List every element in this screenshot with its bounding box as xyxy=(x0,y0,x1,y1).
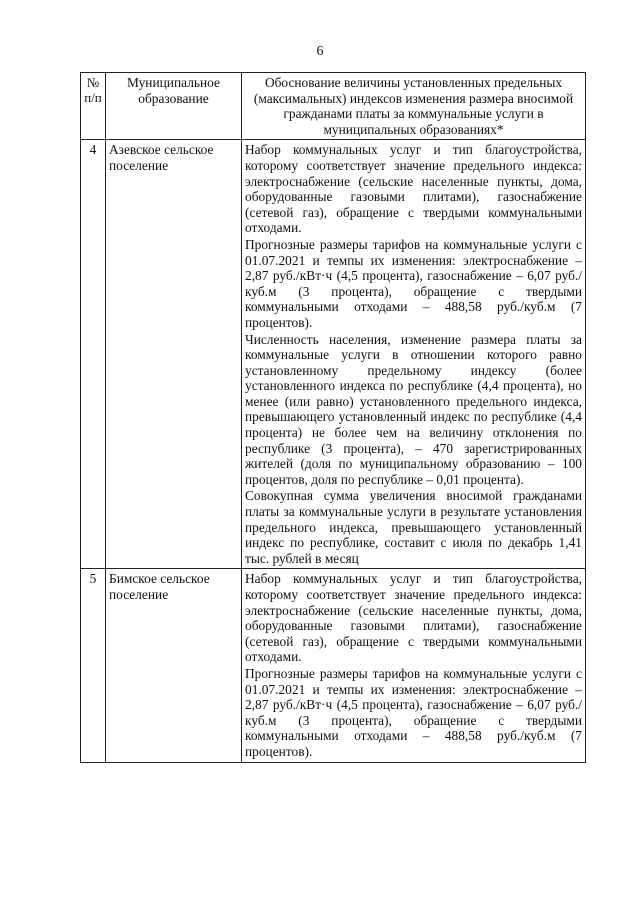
header-municipality: Муниципальное образование xyxy=(106,73,242,140)
row-number: 4 xyxy=(81,140,106,569)
paragraph-tariffs: Прогнозные размеры тарифов на коммунальные услуги с 01.07.2021 и темпы их изменения: электроснабжение – 2,87 руб./кВт·ч (4,5 процента), газоснабжение – 6,07 руб./куб.м (3 процента), обращение с твердыми коммунальными отходами – 488,58 руб./куб.м (7 процентов). xyxy=(245,665,582,759)
header-row xyxy=(81,73,586,140)
paragraph-total-increase: Совокупная сумма увеличения вносимой гражданами платы за коммунальные услуги в результате установления предельного индекса, превышающего установленный индекс по республике, составит с июля по декабрь 1,41 тыс. рублей в месяц xyxy=(245,488,582,566)
justification-table xyxy=(80,72,586,763)
page-number: 6 xyxy=(316,44,324,59)
justification-cell xyxy=(242,569,586,762)
header-justification: Обоснование величины установленных предельных (максимальных) индексов изменения размера вносимой гражданами платы за коммунальные услуги в муниципальных образованиях* xyxy=(242,73,586,140)
justification-cell xyxy=(242,140,586,569)
header-number: № п/п xyxy=(81,73,106,140)
municipality-name: Азевское сельское поселение xyxy=(106,140,242,569)
paragraph-tariffs: Прогнозные размеры тарифов на коммунальные услуги с 01.07.2021 и темпы их изменения: электроснабжение – 2,87 руб./кВт·ч (4,5 процента), газоснабжение – 6,07 руб./куб.м (3 процента), обращение с твердыми коммунальными отходами – 488,58 руб./куб.м (7 процентов). xyxy=(245,236,582,330)
row-number: 5 xyxy=(81,569,106,762)
table-header xyxy=(81,73,586,140)
paragraph-population: Численность населения, изменение размера платы за коммунальные услуги в отношении которого равно установленному предельному индексу (более установленного индекса по республике (4,4 процента), но менее (или равно) установленного предельного индекса, превышающего установленный индекс по республике (4,4 процента) не более чем на величину отклонения по республике (3 процента), – 470 зарегистрированных жителей (доля по муниципальному образованию – 100 процентов, доля по республике – 0,01 процента). xyxy=(245,331,582,487)
paragraph-services: Набор коммунальных услуг и тип благоустройства, которому соответствует значение предельного индекса: электроснабжение (сельские населенные пункты, дома, оборудованные газовыми плитами), газоснабжение (сетевой газ), обращение с твердыми коммунальными отходами. xyxy=(245,142,582,236)
municipality-name: Бимское сельское поселение xyxy=(106,569,242,762)
table-row xyxy=(81,140,586,569)
paragraph-services: Набор коммунальных услуг и тип благоустройства, которому соответствует значение предельного индекса: электроснабжение (сельские населенные пункты, дома, оборудованные газовыми плитами), газоснабжение (сетевой газ), обращение с твердыми коммунальными отходами. xyxy=(245,571,582,665)
table-row xyxy=(81,569,586,762)
